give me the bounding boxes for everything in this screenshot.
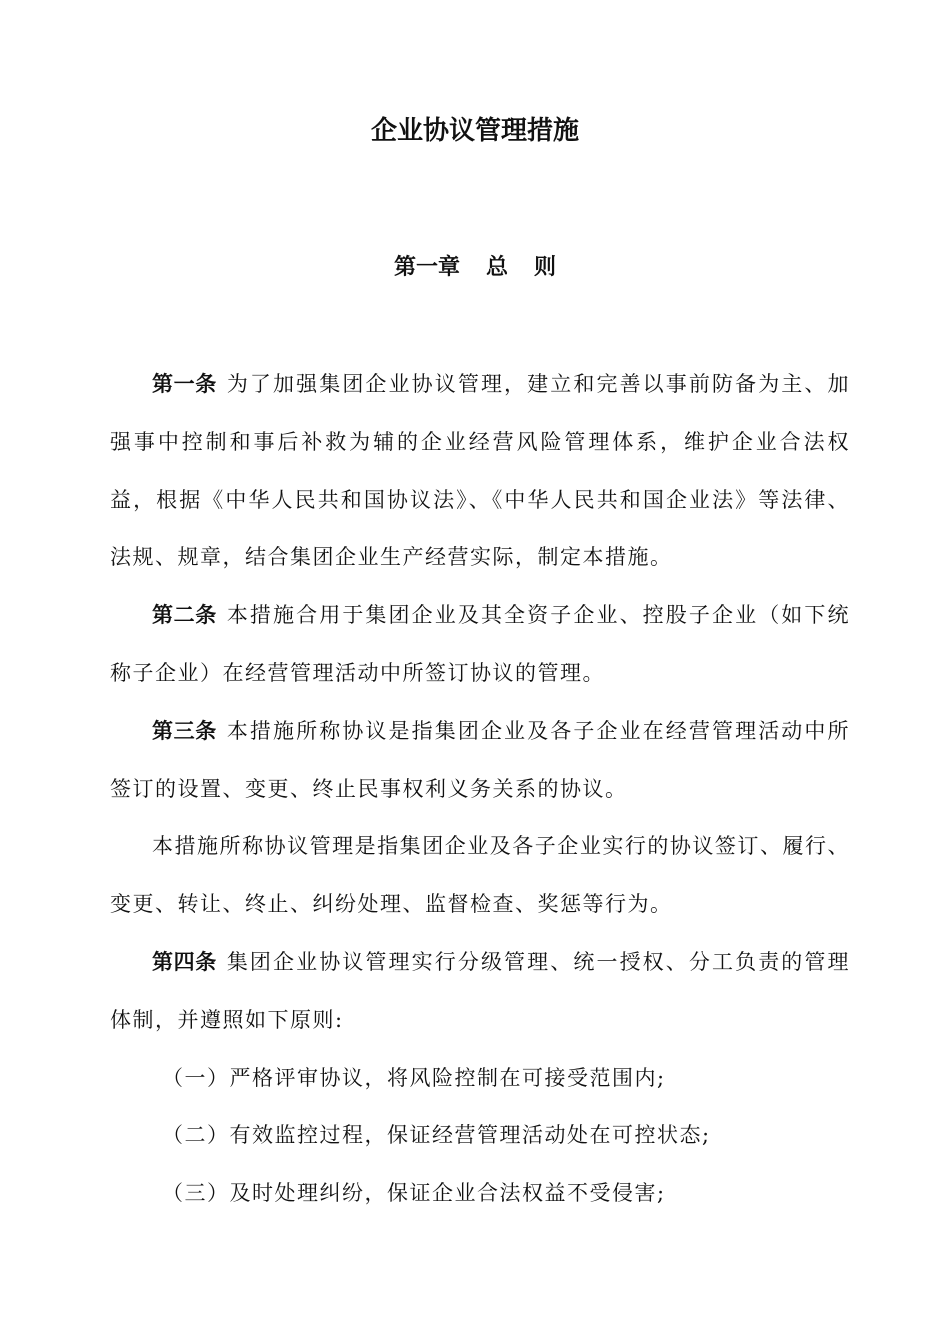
chapter-name-part2: 则 [534,255,557,280]
document-title: 企业协议管理措施 [370,116,579,146]
article-4 [110,934,850,1050]
article-4-text: 集团企业协议管理实行分级管理、统一授权、分工负责的管理体制，并遵照如下原则: [110,949,850,1032]
article-2-text: 本措施合用于集团企业及其全资子企业、控股子企业（如下统称子企业）在经营管理活动中所签订协议的管理。 [110,603,850,685]
article-2-heading: 第二条 [152,603,217,628]
principle-item-2: （二）有效监控过程，保证经营管理活动处在可控状态; [162,1123,711,1148]
document-body [110,356,850,1223]
chapter-name-part1: 总 [485,255,508,280]
chapter-number: 第一章 [393,255,460,280]
article-1-heading: 第一条 [152,372,217,396]
paragraph-definition: 本措施所称协议管理是指集团企业及各子企业实行的协议签订、履行、变更、转让、终止、纠纷处理、监督检查、奖惩等行为。 [110,834,850,917]
chapter-heading [0,250,950,281]
principle-item-1: （一）严格评审协议，将风险控制在可接受范围内; [162,1065,666,1090]
article-2 [110,587,850,703]
article-4-heading: 第四条 [152,949,217,974]
article-3-heading: 第三条 [152,718,217,743]
article-3-text: 本措施所称协议是指集团企业及各子企业在经营管理活动中所签订的设置、变更、终止民事权利义务关系的协议。 [110,718,850,801]
article-1 [110,356,850,587]
article-3 [110,703,850,819]
article-1-text: 为了加强集团企业协议管理，建立和完善以事前防备为主、加强事中控制和事后补救为辅的企业经营风险管理体系，维护企业合法权益，根据《中华人民共和国协议法》、《中华人民共和国企业法》等法律、法规、规章，结合集团企业生产经营实际，制定本措施。 [110,372,850,570]
principle-item-3: （三）及时处理纠纷，保证企业合法权益不受侵害; [162,1181,666,1206]
